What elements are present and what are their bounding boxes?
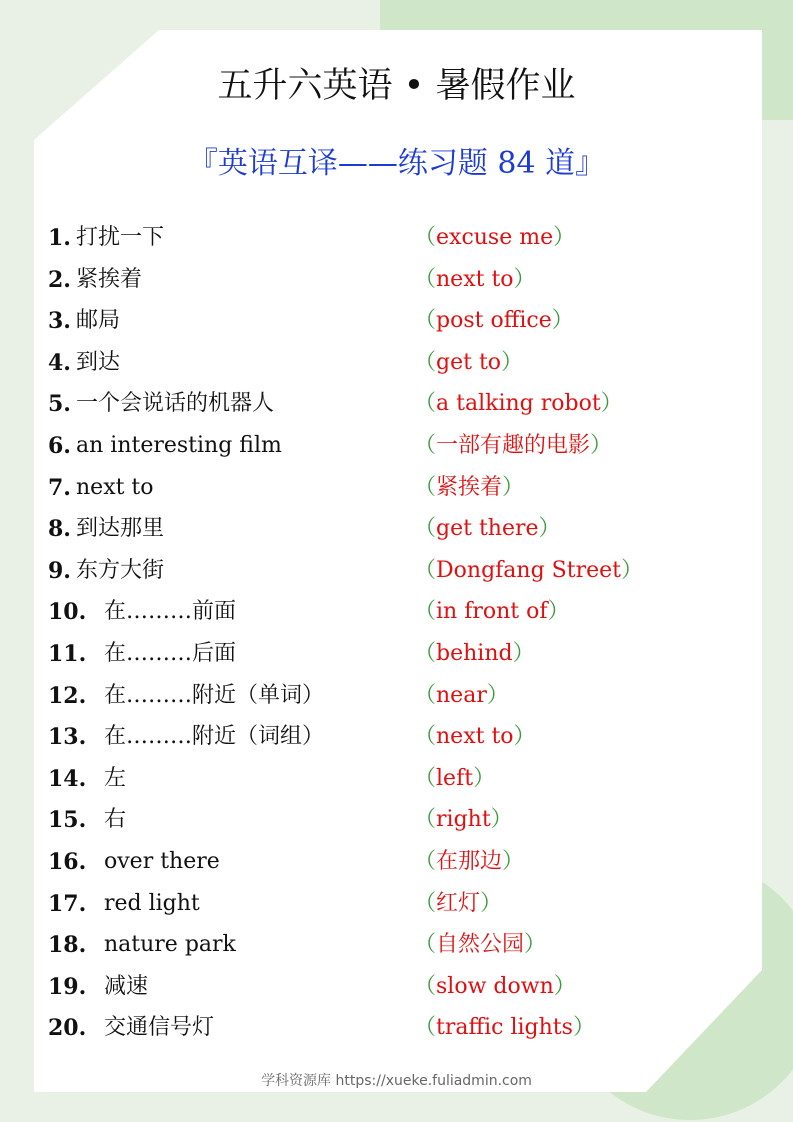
item-question: 在………附近（词组）: [104, 724, 325, 750]
item-number: 5.: [48, 391, 71, 418]
item-number: 13.: [48, 724, 87, 751]
item-answer: [414, 634, 535, 674]
item-number: 6.: [48, 433, 71, 459]
exercise-row: [48, 260, 748, 300]
item-answer: [414, 426, 612, 466]
item-answer: [414, 967, 576, 1007]
exercise-row: [48, 759, 748, 799]
item-number: 12.: [48, 682, 87, 709]
answer-text: behind: [436, 641, 513, 666]
item-number: 3.: [48, 308, 71, 335]
close-parenthesis: ）: [553, 225, 576, 250]
item-answer: [414, 676, 509, 716]
open-parenthesis: （: [414, 724, 437, 750]
item-number: 1.: [48, 225, 71, 251]
close-parenthesis: ）: [600, 391, 623, 417]
item-question: 紧挨着: [76, 266, 143, 292]
close-parenthesis: ）: [473, 765, 496, 791]
item-question: red light: [104, 890, 200, 916]
close-parenthesis: ）: [490, 807, 513, 833]
exercise-row: [48, 1008, 748, 1048]
item-answer: [414, 551, 643, 591]
close-parenthesis: ）: [513, 724, 536, 750]
item-answer: [414, 884, 502, 924]
open-parenthesis: （: [414, 932, 437, 958]
exercise-row: [48, 592, 748, 632]
answer-text: 在那边: [436, 849, 503, 874]
close-parenthesis: ）: [501, 349, 524, 375]
item-question: an interesting film: [76, 433, 282, 458]
page-title: 五升六英语 • 暑假作业: [217, 66, 576, 106]
item-number: 16.: [48, 849, 87, 875]
open-parenthesis: （: [414, 599, 437, 625]
open-parenthesis: （: [414, 557, 437, 583]
close-parenthesis: ）: [572, 1015, 595, 1041]
item-answer: [414, 218, 575, 258]
close-parenthesis: ）: [502, 849, 525, 874]
open-parenthesis: （: [414, 641, 437, 666]
exercise-row: [48, 426, 748, 466]
close-parenthesis: ）: [620, 557, 643, 583]
item-answer: [414, 301, 574, 341]
item-answer: [414, 842, 524, 882]
item-answer: [414, 343, 523, 383]
open-parenthesis: （: [414, 308, 437, 334]
answer-text: slow down: [436, 973, 554, 999]
answer-text: left: [436, 765, 474, 791]
close-parenthesis: ）: [547, 599, 570, 625]
close-parenthesis: ）: [512, 641, 535, 666]
item-question: 邮局: [76, 308, 121, 334]
close-parenthesis: ）: [502, 474, 525, 500]
open-parenthesis: （: [414, 1015, 437, 1041]
exercise-row: [48, 218, 748, 258]
item-number: 14.: [48, 765, 87, 792]
item-question: 一个会说话的机器人: [76, 391, 275, 417]
item-answer: [414, 800, 513, 840]
item-number: 19.: [48, 973, 87, 1000]
page-subtitle: 『英语互译——练习题 84 道』: [187, 146, 606, 181]
close-parenthesis: ）: [553, 973, 576, 999]
footer-watermark: 学科资源库 https://xueke.fuliadmin.com: [261, 1073, 532, 1089]
answer-text: near: [436, 682, 487, 708]
item-answer: [414, 592, 570, 632]
answer-text: 红灯: [436, 890, 481, 916]
item-number: 15.: [48, 807, 87, 834]
item-answer: [414, 1008, 595, 1048]
answer-text: traffic lights: [436, 1015, 573, 1041]
item-question: 左: [104, 765, 127, 791]
exercise-row: [48, 551, 748, 591]
item-question: 到达: [76, 349, 121, 375]
item-question: 打扰一下: [76, 225, 165, 250]
item-number: 20.: [48, 1015, 87, 1042]
open-parenthesis: （: [414, 807, 437, 833]
open-parenthesis: （: [414, 890, 437, 916]
item-answer: [414, 260, 536, 300]
item-answer: [414, 717, 536, 757]
open-parenthesis: （: [414, 266, 437, 292]
exercise-row: [48, 384, 748, 424]
exercise-row: [48, 509, 748, 549]
close-parenthesis: ）: [513, 266, 536, 292]
item-question: 右: [104, 807, 127, 833]
close-parenthesis: ）: [524, 932, 547, 958]
item-question: 在………附近（单词）: [104, 682, 325, 708]
open-parenthesis: （: [414, 682, 437, 708]
exercise-row: [48, 884, 748, 924]
exercise-row: [48, 925, 748, 965]
answer-text: post office: [436, 308, 552, 334]
item-number: 4.: [48, 349, 71, 376]
answer-text: 紧挨着: [436, 474, 503, 500]
open-parenthesis: （: [414, 973, 437, 999]
answer-text: right: [436, 807, 491, 833]
item-answer: [414, 509, 561, 549]
answer-text: next to: [436, 266, 514, 292]
item-question: 交通信号灯: [104, 1015, 215, 1041]
answer-text: in front of: [436, 599, 548, 625]
exercise-row: [48, 717, 748, 757]
item-question: 到达那里: [76, 516, 165, 542]
item-number: 18.: [48, 932, 87, 959]
item-number: 11.: [48, 641, 87, 667]
answer-text: 一部有趣的电影: [436, 433, 591, 458]
item-number: 8.: [48, 516, 71, 543]
item-answer: [414, 384, 623, 424]
exercise-row: [48, 343, 748, 383]
item-question: nature park: [104, 932, 236, 958]
item-question: 在………后面: [104, 641, 237, 666]
open-parenthesis: （: [414, 433, 437, 458]
close-parenthesis: ）: [590, 433, 613, 458]
open-parenthesis: （: [414, 474, 437, 500]
answer-text: next to: [436, 724, 514, 750]
close-parenthesis: ）: [480, 890, 503, 916]
open-parenthesis: （: [414, 349, 437, 375]
item-question: next to: [76, 474, 154, 500]
open-parenthesis: （: [414, 225, 437, 250]
item-answer: [414, 759, 495, 799]
close-parenthesis: ）: [538, 516, 561, 542]
item-number: 9.: [48, 557, 71, 584]
item-answer: [414, 925, 546, 965]
answer-text: Dongfang Street: [436, 557, 621, 583]
item-question: over there: [104, 849, 220, 874]
exercise-row: [48, 676, 748, 716]
open-parenthesis: （: [414, 765, 437, 791]
open-parenthesis: （: [414, 849, 437, 874]
exercise-row: [48, 468, 748, 508]
exercise-row: [48, 301, 748, 341]
item-number: 2.: [48, 266, 71, 293]
exercise-row: [48, 634, 748, 674]
open-parenthesis: （: [414, 516, 437, 542]
open-parenthesis: （: [414, 391, 437, 417]
answer-text: get to: [436, 349, 502, 375]
exercise-row: [48, 967, 748, 1007]
item-question: 东方大街: [76, 557, 165, 583]
answer-text: a talking robot: [436, 391, 601, 417]
exercise-row: [48, 800, 748, 840]
answer-text: get there: [436, 516, 539, 542]
answer-text: 自然公园: [436, 932, 525, 958]
answer-text: excuse me: [436, 225, 554, 250]
exercise-row: [48, 842, 748, 882]
item-number: 17.: [48, 890, 87, 917]
item-number: 10.: [48, 599, 87, 626]
close-parenthesis: ）: [486, 682, 509, 708]
item-number: 7.: [48, 474, 71, 501]
item-question: 减速: [104, 973, 149, 999]
close-parenthesis: ）: [551, 308, 574, 334]
item-answer: [414, 468, 524, 508]
item-question: 在………前面: [104, 599, 237, 625]
